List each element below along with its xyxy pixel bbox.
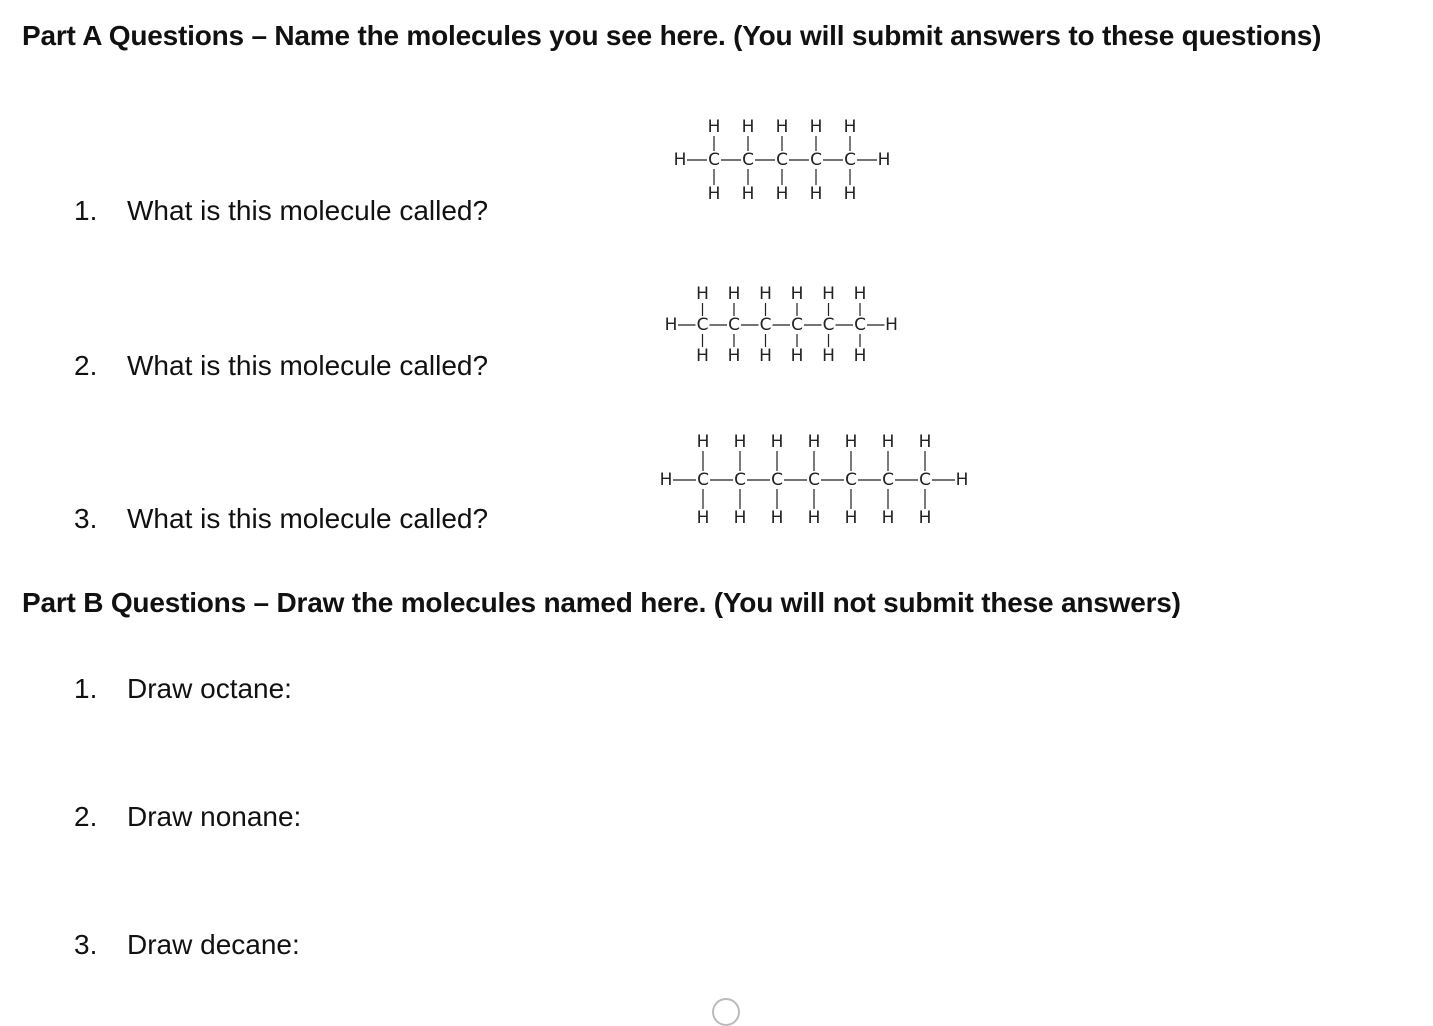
hydrogen-atom: H — [696, 284, 709, 304]
carbon-atom: C — [742, 150, 754, 170]
question-text: What is this molecule called? — [127, 350, 489, 381]
hydrogen-atom: H — [775, 117, 789, 137]
hydrogen-atom: H — [843, 184, 857, 204]
carbon-atom: C — [919, 470, 931, 490]
hydrogen-atom: H — [727, 284, 741, 304]
question-text: Draw nonane: — [127, 801, 302, 832]
carbon-atom: C — [771, 470, 783, 490]
hydrogen-atom: H — [885, 315, 898, 335]
hydrogen-atom: H — [770, 508, 784, 528]
carbon-atom: C — [854, 315, 866, 335]
part-b-question-2 — [74, 801, 301, 833]
hydrogen-atom: H — [809, 117, 823, 137]
hydrogen-atom: H — [759, 346, 772, 366]
hydrogen-atom: H — [707, 184, 721, 204]
hydrogen-atom: H — [707, 117, 721, 137]
carbon-atom: C — [776, 150, 788, 170]
hydrogen-atom: H — [844, 432, 858, 452]
hydrogen-atom: H — [807, 508, 821, 528]
question-number: 3. — [74, 503, 98, 534]
hydrogen-atom: H — [673, 150, 687, 170]
hydrogen-atom: H — [733, 508, 747, 528]
question-text: What is this molecule called? — [127, 503, 489, 534]
part-b-question-1 — [74, 673, 292, 705]
carbon-atom: C — [845, 470, 857, 490]
hydrogen-atom: H — [918, 508, 932, 528]
carbon-atom: C — [696, 315, 709, 335]
hydrogen-atom: H — [759, 284, 772, 304]
hydrogen-atom: H — [741, 184, 755, 204]
question-number: 1. — [74, 195, 98, 226]
part-b-question-3 — [74, 929, 300, 961]
hydrogen-atom: H — [659, 470, 673, 490]
hydrogen-atom: H — [770, 432, 784, 452]
part-a-question-2 — [74, 350, 488, 382]
hydrogen-atom: H — [822, 346, 835, 366]
hydrogen-atom: H — [790, 346, 804, 366]
hydrogen-atom: H — [822, 284, 835, 304]
hydrogen-atom: H — [807, 432, 821, 452]
hydrogen-atom: H — [727, 346, 741, 366]
hydrogen-atom: H — [733, 432, 747, 452]
question-number: 3. — [74, 929, 98, 960]
hydrogen-atom: H — [877, 150, 891, 170]
part-a-question-1 — [74, 195, 488, 227]
carbon-atom: C — [791, 315, 803, 335]
hydrogen-atom: H — [853, 346, 867, 366]
hydrogen-atom: H — [741, 117, 755, 137]
carbon-atom: C — [808, 470, 820, 490]
hydrogen-atom: H — [844, 508, 858, 528]
hydrogen-atom: H — [881, 508, 895, 528]
carbon-atom: C — [844, 150, 856, 170]
hydrogen-atom: H — [696, 432, 710, 452]
carbon-atom: C — [708, 150, 720, 170]
question-number: 1. — [74, 673, 98, 704]
hydrogen-atom: H — [696, 346, 709, 366]
part-a-question-3 — [74, 503, 488, 535]
hydrogen-atom: H — [881, 432, 895, 452]
hydrogen-atom: H — [809, 184, 823, 204]
hydrogen-atom: H — [853, 284, 867, 304]
question-text: Draw octane: — [127, 673, 292, 704]
hydrogen-atom: H — [843, 117, 857, 137]
carbon-atom: C — [810, 150, 822, 170]
hydrogen-atom: H — [790, 284, 804, 304]
page-marker-icon — [712, 998, 740, 1026]
hydrogen-atom: H — [918, 432, 932, 452]
hydrogen-atom: H — [955, 470, 969, 490]
question-number: 2. — [74, 801, 98, 832]
part-a-heading: Part A Questions – Name the molecules you see here. (You will submit answers to these questions) — [22, 20, 1322, 51]
question-text: What is this molecule called? — [127, 195, 489, 226]
carbon-atom: C — [822, 315, 835, 335]
hydrogen-atom: H — [664, 315, 678, 335]
hydrogen-atom: H — [775, 184, 789, 204]
carbon-atom: C — [734, 470, 746, 490]
question-number: 2. — [74, 350, 98, 381]
part-b-heading: Part B Questions – Draw the molecules named here. (You will not submit these answers) — [22, 587, 1181, 618]
carbon-atom: C — [882, 470, 894, 490]
carbon-atom: C — [728, 315, 740, 335]
hydrogen-atom: H — [696, 508, 710, 528]
carbon-atom: C — [697, 470, 709, 490]
question-text: Draw decane: — [127, 929, 300, 960]
carbon-atom: C — [759, 315, 772, 335]
